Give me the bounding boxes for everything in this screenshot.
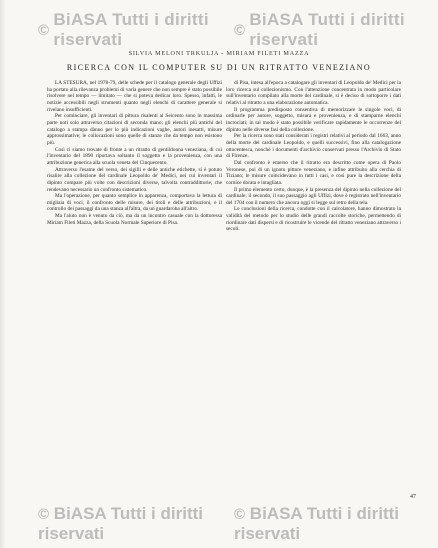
paragraph: Il primo elemento certo, dunque, è la presenza del dipinto nella collezione del cardinale; il secondo, il suo passaggio agli Uffizi, dove è registrato nell'inventario del 1704 con il numero che ancora oggi si legge sul retro della tela. (226, 186, 401, 206)
watermark-text: BiASA Tutti i diritti riservati (53, 10, 209, 49)
paragraph: Per cominciare, gli inventari di pittura risalenti al Seicento sono in massima parte noti solo attraverso citazioni di seconda mano; gli elenchi più antichi del catalogo a stampa dànno per lo più indicazioni vaghe, autori inesatti, misure approssimative; le collocazioni sono quelle di stanze che da tempo non esistono più. (47, 113, 222, 146)
watermark-top (38, 10, 430, 50)
copyright-icon: © (234, 21, 246, 39)
paragraph: Il programma predisposto consentiva di memorizzare le singole voci, di ordinarle per autore, soggetto, misura e provenienza, e di stamparne elenchi incrociati; in tal modo è stato possibile verificare rapidamente le occorrenze del dipinto nelle diverse fasi della collezione. (226, 106, 401, 133)
watermark-bottom-left-group (38, 504, 234, 544)
article-authors: SILVIA MELONI TRKULJA - MIRIAM FILETI MAZZA (128, 50, 310, 57)
watermark-text: BiASA Tutti i diritti riservati (249, 10, 405, 49)
page-edge-shadow (0, 0, 6, 548)
watermark-top-right-group (234, 10, 430, 50)
copyright-icon: © (234, 506, 246, 523)
paragraph: Le conclusioni della ricerca, condotte con il calcolatore, hanno dimostrato la validità del metodo per lo studio delle grandi raccolte storiche, permettendo di riordinare dati dispersi e di ricostruire le vicende del ritratto veneziano attraverso i secoli. (226, 206, 401, 233)
paragraph: Così ci siamo trovate di fronte a un ritratto di gentildonna veneziana, di cui l'inventario del 1890 riportava soltanto il soggetto e la provenienza, con una attribuzione generica alla scuola veneta del Cinquecento. (47, 146, 222, 166)
paragraph: LA STESURA, nel 1978-79, delle schede per il catalogo generale degli Uffizi ha portato alla rilevanza problemi di varia genere che non sempre è stato possibile risolvere nel tempo — limitato — che si poteva dedicar loro. Spesso, infatti, le notizie accessibili negli strumenti quanto negli elenchi di carattere generale si rivelano insufficienti. (47, 80, 222, 113)
watermark-text: BiASA Tutti i diritti riservati (234, 504, 399, 543)
paragraph: Attraverso l'esame del verso, dei sigilli e delle antiche etichette, si è potuto risalire alla collezione del cardinale Leopoldo de' Medici, nei cui inventari il dipinto compare più volte con descrizioni diverse, talvolta contraddittorie, che rendevano necessario un confronto sistematico. (47, 166, 222, 193)
watermark-text: BiASA Tutti i diritti riservati (38, 504, 203, 543)
text-column-right (226, 80, 401, 233)
article-title: RICERCA CON IL COMPUTER SU DI UN RITRATTO VENEZIANO (66, 63, 372, 72)
paragraph: Ma l'aiuto non è venuto da ciò, ma da un incontro casuale con la dottoressa Miriam Fileti Mazza, della Scuola Normale Superiore di Pisa. (47, 213, 222, 226)
paragraph: Ma l'operazione, per quanto semplice in apparenza, comportava la lettura di migliaia di voci, il confronto delle misure, dei titoli e delle attribuzioni, e il controllo dei passaggi da una stanza all'altra, da un guardaroba all'altro. (47, 193, 222, 213)
watermark-bottom (38, 504, 430, 544)
copyright-icon: © (38, 21, 50, 39)
text-column-left (47, 80, 222, 226)
page-number: 47 (410, 494, 416, 500)
copyright-icon: © (38, 506, 50, 523)
paragraph: Dal confronto è emerso che il ritratto era descritto come opera di Paolo Veronese, poi di un ignoto pittore veneziano, e infine attribuito alla cerchia di Tiziano; le misure coincidevano in tutti i casi, e così pure la descrizione della cornice dorata e intagliata. (226, 159, 401, 186)
paragraph: Per la ricerca sono stati considerati i registri relativi al periodo dal 1663, anno della morte del cardinale Leopoldo, e quelli successivi, fino alla catalogazione ottocentesca, nonché i documenti d'archivio conservati presso l'Archivio di Stato di Firenze. (226, 133, 401, 160)
watermark-top-left-group (38, 10, 234, 50)
watermark-bottom-right-group (234, 504, 430, 544)
paragraph: di Pisa, intesa all'epoca a catalogare gli inventari di Leopoldo de' Medici per la loro ricerca sul collezionismo. Con l'attenzione concentrata in modo particolare sull'inventario compilato alla morte del cardinale, si è deciso di sottoporre i dati relativi al ritratto a una elaborazione automatica. (226, 80, 401, 106)
